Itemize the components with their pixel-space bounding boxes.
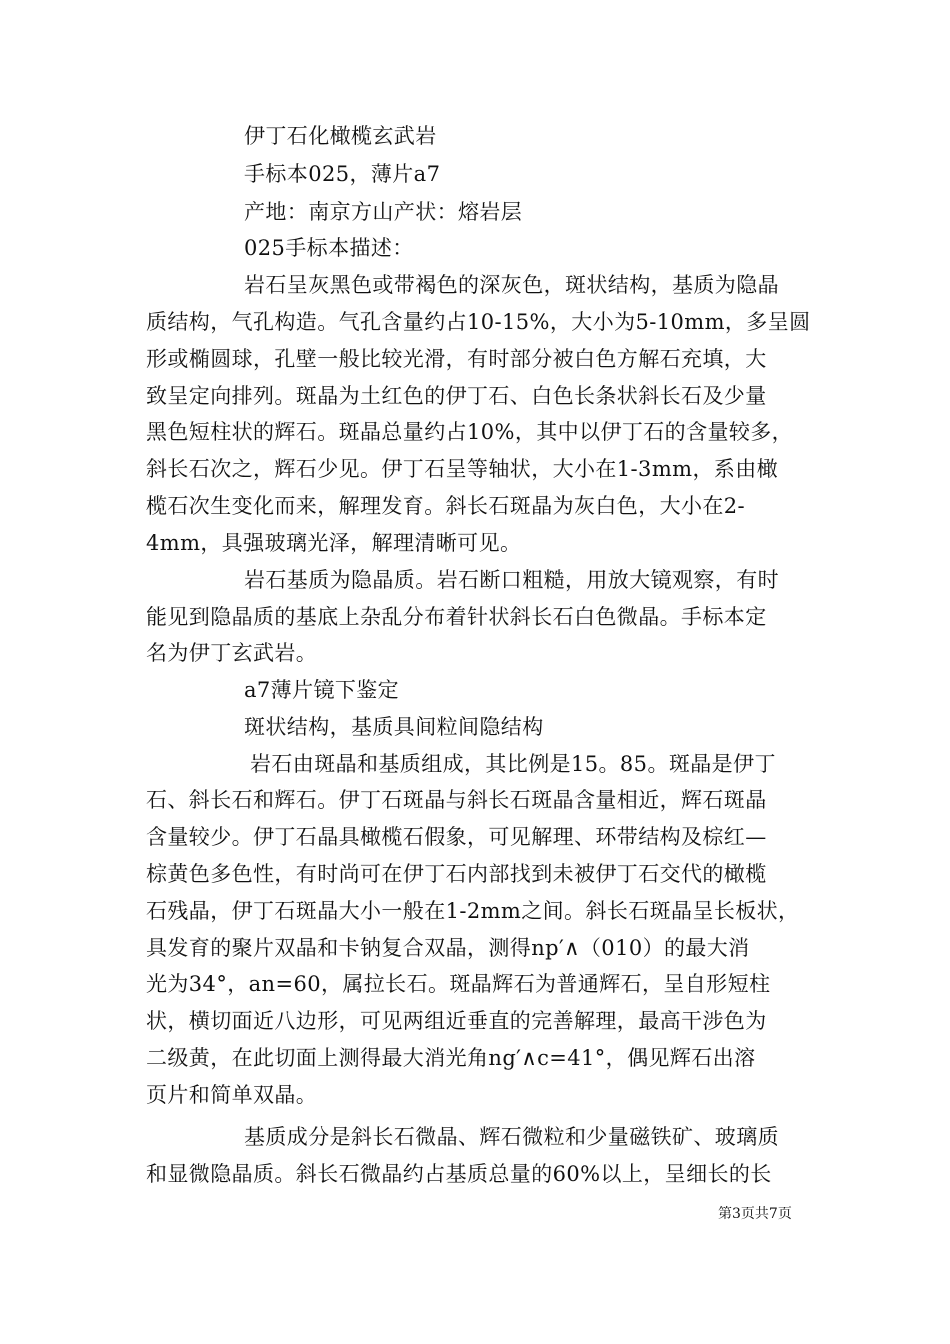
paragraph-line: 页片和简单双晶。 <box>146 1083 318 1107</box>
paragraph-line: 4mm，具强玻璃光泽，解理清晰可见。 <box>146 531 522 555</box>
thin-section-heading: a7薄片镜下鉴定 <box>244 678 400 702</box>
paragraph-line: 石残晶，伊丁石斑晶大小一般在1-2mm之间。斜长石斑晶呈长板状， <box>146 899 800 923</box>
paragraph-line: 岩石基质为隐晶质。岩石断口粗糙，用放大镜观察，有时 <box>244 568 779 592</box>
paragraph-line: 致呈定向排列。斑晶为土红色的伊丁石、白色长条状斜长石及少量 <box>146 384 767 408</box>
paragraph-line: 岩石由斑晶和基质组成，其比例是15。85。斑晶是伊丁 <box>250 752 776 776</box>
origin-line: 产地：南京方山产状：熔岩层 <box>244 200 523 224</box>
paragraph-line: 质结构，气孔构造。气孔含量约占10-15%，大小为5-10mm，多呈圆 <box>146 310 811 334</box>
paragraph-line: 黑色短柱状的辉石。斑晶总量约占10%，其中以伊丁石的含量较多， <box>146 420 794 444</box>
structure-line: 斑状结构，基质具间粒间隐结构 <box>244 715 544 739</box>
paragraph-line: 含量较少。伊丁石晶具橄榄石假象，可见解理、环带结构及棕红— <box>146 825 767 849</box>
paragraph-line: 和显微隐晶质。斜长石微晶约占基质总量的60%以上，呈细长的长 <box>146 1162 772 1186</box>
paragraph-line: 石、斜长石和辉石。伊丁石斑晶与斜长石斑晶含量相近，辉石斑晶 <box>146 788 767 812</box>
paragraph-line: 状，横切面近八边形，可见两组近垂直的完善解理，最高干涉色为 <box>146 1009 767 1033</box>
paragraph-line: 具发育的聚片双晶和卡钠复合双晶，测得np′∧（010）的最大消 <box>146 936 750 960</box>
paragraph-line: 榄石次生变化而来，解理发育。斜长石斑晶为灰白色，大小在2- <box>146 494 746 518</box>
paragraph-line: 名为伊丁玄武岩。 <box>146 641 318 665</box>
paragraph-line: 岩石呈灰黑色或带褐色的深灰色，斑状结构，基质为隐晶 <box>244 273 779 297</box>
page-number: 第3页共7页 <box>718 1206 792 1222</box>
paragraph-line: 形或椭圆球，孔壁一般比较光滑，有时部分被白色方解石充填，大 <box>146 347 767 371</box>
paragraph-line: 二级黄，在此切面上测得最大消光角ng′∧c=41°，偶见辉石出溶 <box>146 1046 756 1070</box>
hand-sample-heading: 025手标本描述： <box>244 236 414 260</box>
rock-title: 伊丁石化橄榄玄武岩 <box>244 124 437 148</box>
paragraph-line: 能见到隐晶质的基底上杂乱分布着针状斜长石白色微晶。手标本定 <box>146 605 767 629</box>
paragraph-line: 棕黄色多色性，有时尚可在伊丁石内部找到未被伊丁石交代的橄榄 <box>146 862 767 886</box>
paragraph-line: 光为34°，an=60，属拉长石。斑晶辉石为普通辉石，呈自形短柱 <box>146 972 771 996</box>
paragraph-line: 斜长石次之，辉石少见。伊丁石呈等轴状，大小在1-3mm，系由橄 <box>146 457 779 481</box>
paragraph-line: 基质成分是斜长石微晶、辉石微粒和少量磁铁矿、玻璃质 <box>244 1125 779 1149</box>
sample-number: 手标本025，薄片a7 <box>244 162 441 186</box>
